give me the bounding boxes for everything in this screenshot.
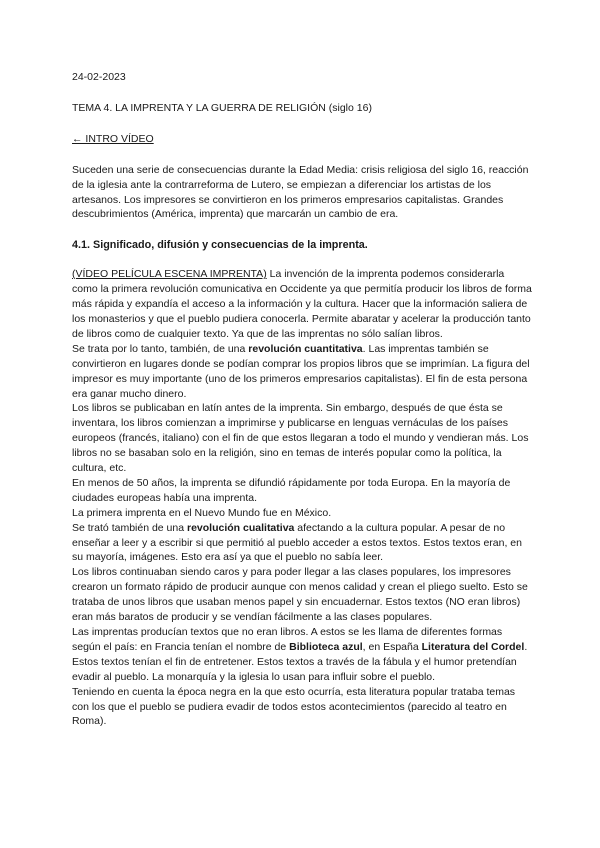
date: 24-02-2023 [72,71,126,83]
paragraph-2-text-b: . Las imprentas también se convirtieron en lugares donde se podían comprar los propios libros que se imprimían. La figura del impresor es muy importante (uno de los primeros empresarios capitalistas). El fin de esta persona era ganar mucho dinero. [72,342,530,400]
paragraph-2-text-a: Se trata por lo tanto, también, de una [72,342,249,355]
intro-video-link[interactable]: ← INTRO VÍDEO [72,132,154,145]
paragraph-6 [72,521,532,566]
paragraph-1 [72,267,532,342]
section-heading: 4.1. Significado, difusión y consecuencias de la imprenta. [72,239,368,252]
paragraph-6-text-b: afectando a la cultura popular. A pesar de no enseñar a leer y a escribir si que permitió al pueblo acceder a estos textos. Estos textos eran, en su mayoría, imágenes. Esto era así ya que el pueblo no sabía leer. [72,521,522,564]
paragraph-9: Teniendo en cuenta la época negra en la que esto ocurría, esta literatura popular trataba temas con los que el pueblo se pudiera evadir de todos estos acontecimientos (parecido al teatro en Roma). [72,685,516,728]
paragraph-8 [72,625,532,685]
paragraph-2 [72,342,532,402]
biblioteca-azul-term: Biblioteca azul [289,640,363,653]
paragraph-8-text-b: , en España [362,640,422,653]
topic-title: TEMA 4. LA IMPRENTA Y LA GUERRA DE RELIGIÓN (siglo 16) [72,101,372,114]
paragraph-5: La primera imprenta en el Nuevo Mundo fue en México. [72,506,332,519]
literatura-cordel-term: Literatura del Cordel [421,640,525,653]
paragraph-7: Los libros continuaban siendo caros y para poder llegar a las clases populares, los impresores crearon un formato rápido de producir aunque con menos calidad y crean el pliego suelto. Esto se trataba de unos libros que usaban menos papel y sin encuadernar. Estos textos (NO eran libros) eran más baratos de producir y se vendían fácilmente a las clases populares. [72,566,528,624]
quantitative-revolution-term: revolución cuantitativa [248,342,363,355]
intro-paragraph: Suceden una serie de consecuencias durante la Edad Media: crisis religiosa del siglo 16, reacción de la iglesia ante la contrarreforma de Lutero, se empiezan a diferenciar los artistas de los artesanos. Los impresores se convirtieron en los primeros empresarios capitalistas. Grandes descubrimientos (América, imprenta) que marcarán un cambio de era. [72,163,529,221]
paragraph-8-text-a: Las imprentas producían textos que no eran libros. A estos se les llama de diferentes formas según el país: en Francia tenían el nombre de [72,626,503,653]
video-scene-link[interactable]: (VÍDEO PELÍCULA ESCENA IMPRENTA) [72,268,267,281]
paragraph-4: En menos de 50 años, la imprenta se difundió rápidamente por toda Europa. En la mayoría de ciudades europeas había una imprenta. [72,476,511,504]
paragraph-8-text-c: . Estos textos tenían el fin de entretener. Estos textos a través de la fábula y el humor pretendían evadir al pueblo. La monarquía y la iglesia lo usan para influir sobre el pueblo. [72,640,528,683]
qualitative-revolution-term: revolución cualitativa [187,521,295,534]
paragraph-1-text: La invención de la imprenta podemos considerarla como la primera revolución comunicativa en Occidente ya que permitía producir los libros de forma más rápida y expandía el acceso a la información y la cultura. Hacer que la información saliera de los monasterios y que el pueblo pudiera conocerla. Permite abaratar y acelerar la producción tanto de libros como de cualquier texto. Ya que de las imprentas no sólo salían libros. [72,268,532,340]
paragraph-3: Los libros se publicaban en latín antes de la imprenta. Sin embargo, después de que ésta se inventara, los libros comienzan a imprimirse y publicarse en lenguas vernáculas de los países europeos (francés, italiano) con el fin de que estos llegaran a todo el mundo y vendieran más. Los libros no se basaban solo en la religión, sino en temas de interés popular como la política, la cultura, etc. [72,402,529,475]
paragraph-6-text-a: Se trató también de una [72,521,187,534]
document-page [72,70,532,729]
